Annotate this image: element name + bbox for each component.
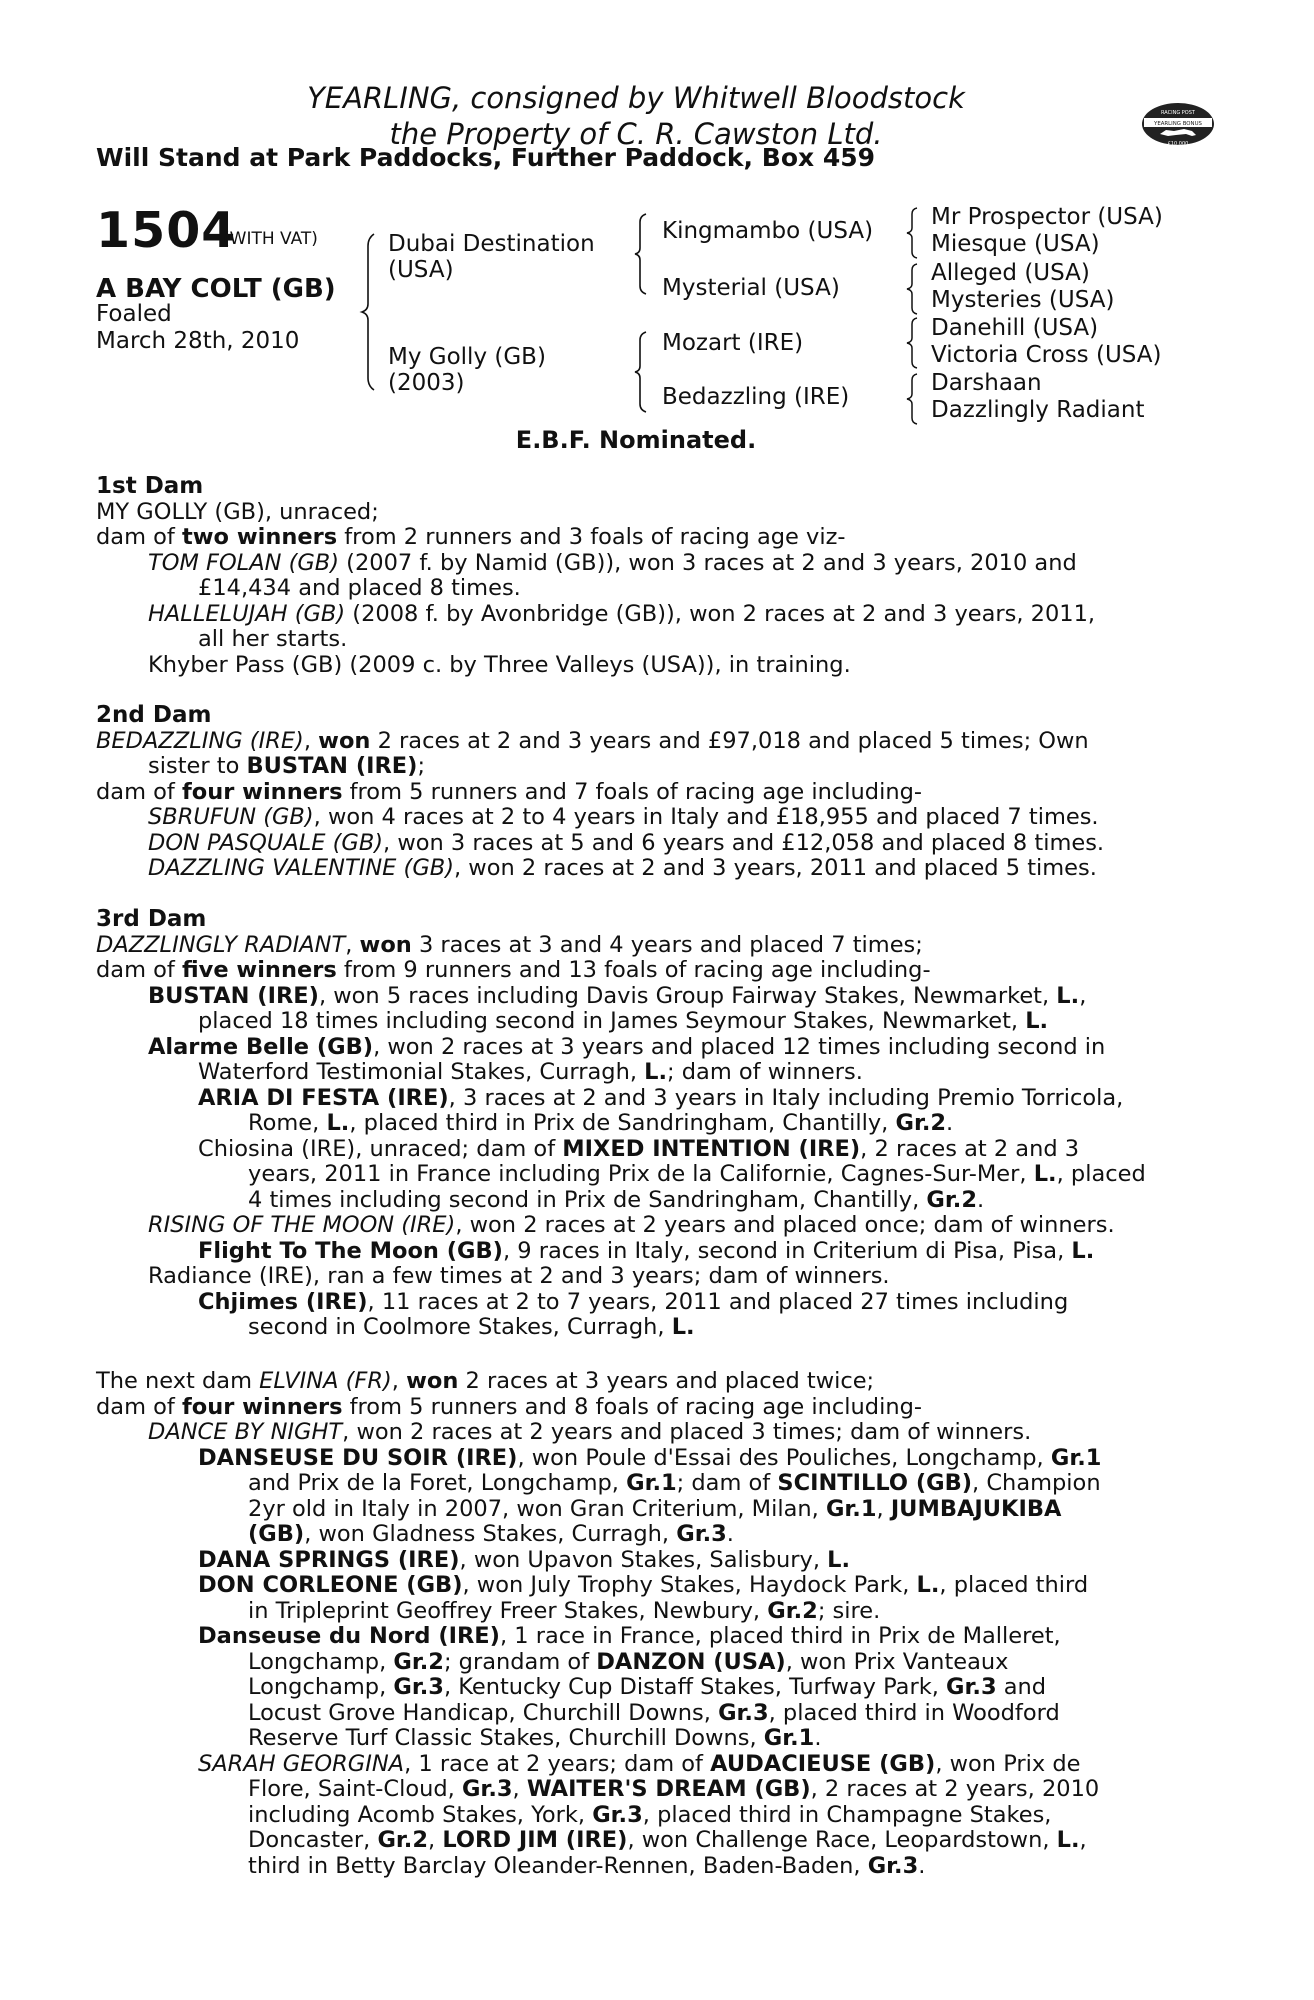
next-dam-line: Reserve Turf Classic Stakes, Churchill Downs, Gr.1. xyxy=(248,1725,822,1751)
third-dam-line: placed 18 times including second in James Seymour Stakes, Newmarket, L. xyxy=(198,1008,1049,1034)
pedigree-bracket-gen1 xyxy=(358,232,382,392)
badge-top-text: RACING POST xyxy=(1161,110,1195,116)
foaled-block xyxy=(96,301,299,355)
next-dam-line: SARAH GEORGINA, 1 race at 2 years; dam of AUDACIEUSE (GB), won Prix de xyxy=(198,1750,1081,1777)
second-dam-line: dam of four winners from 5 runners and 7 foals of racing age including- xyxy=(96,778,922,805)
second-dam-line: BEDAZZLING (IRE), won 2 races at 2 and 3 years and £97,018 and placed 5 times; Own xyxy=(96,727,1089,754)
next-dam-line: Flore, Saint-Cloud, Gr.3, WAITER'S DREAM (GB), 2 races at 2 years, 2010 xyxy=(248,1776,1100,1802)
third-dam-line: Radiance (IRE), ran a few times at 2 and 3 years; dam of winners. xyxy=(148,1263,890,1289)
yearling-bonus-badge xyxy=(1140,100,1216,148)
next-dam-line: DON CORLEONE (GB), won July Trophy Stakes, Haydock Park, L., placed third xyxy=(198,1572,1089,1598)
next-dam-line: and Prix de la Foret, Longchamp, Gr.1; dam of SCINTILLO (GB), Champion xyxy=(248,1470,1101,1496)
second-dam-section xyxy=(96,703,1206,882)
badge-mid-text: YEARLING BONUS xyxy=(1154,121,1202,127)
third-dam-line: Chjimes (IRE), 11 races at 2 to 7 years, 2011 and placed 27 times including xyxy=(198,1288,1069,1315)
pedigree-bracket-bedazzling xyxy=(904,372,922,426)
pedigree-gen3-3: Mysteries (USA) xyxy=(931,287,1115,313)
third-dam-line: dam of five winners from 9 runners and 13 foals of racing age including- xyxy=(96,957,931,983)
first-dam-line: Khyber Pass (GB) (2009 c. by Three Valleys (USA)), in training. xyxy=(148,651,851,678)
third-dam-line: ARIA DI FESTA (IRE), 3 races at 2 and 3 years in Italy including Premio Torricola, xyxy=(198,1084,1124,1111)
second-dam-heading: 2nd Dam xyxy=(96,702,212,728)
first-dam-section xyxy=(96,474,1206,678)
next-dam-section xyxy=(96,1369,1206,1879)
pedigree-bracket-dam xyxy=(632,330,652,414)
third-dam-section xyxy=(96,907,1206,1341)
next-dam-line: Doncaster, Gr.2, LORD JIM (IRE), won Challenge Race, Leopardstown, L., xyxy=(248,1827,1087,1853)
next-dam-line: including Acomb Stakes, York, Gr.3, placed third in Champagne Stakes, xyxy=(248,1801,1052,1828)
third-dam-line: DAZZLINGLY RADIANT, won 3 races at 3 and 4 years and placed 7 times; xyxy=(96,931,923,958)
next-dam-line: DANCE BY NIGHT, won 2 races at 2 years and placed 3 times; dam of winners. xyxy=(148,1419,1032,1445)
first-dam-line: MY GOLLY (GB), unraced; xyxy=(96,498,379,525)
second-dam-line: DON PASQUALE (GB), won 3 races at 5 and 6 years and £12,058 and placed 8 times. xyxy=(148,829,1105,856)
dam-year: (2003) xyxy=(388,370,465,396)
first-dam-heading: 1st Dam xyxy=(96,473,204,499)
pedigree-gen3-4: Danehill (USA) xyxy=(931,315,1099,341)
first-dam-line: TOM FOLAN (GB) (2007 f. by Namid (GB)), won 3 races at 2 and 3 years, 2010 and xyxy=(148,549,1077,576)
pedigree-gen3-5: Victoria Cross (USA) xyxy=(931,342,1162,368)
next-dam-line: dam of four winners from 5 runners and 8 foals of racing age including- xyxy=(96,1393,922,1420)
first-dam-line: dam of two winners from 2 runners and 3 foals of racing age viz- xyxy=(96,524,846,550)
next-dam-line: third in Betty Barclay Oleander-Rennen, Baden-Baden, Gr.3. xyxy=(248,1852,926,1879)
third-dam-line: BUSTAN (IRE), won 5 races including Davis Group Fairway Stakes, Newmarket, L., xyxy=(148,982,1087,1009)
pedigree-bracket-sire xyxy=(632,212,652,296)
sire-country: (USA) xyxy=(388,257,454,283)
pedigree-bracket-kingmambo xyxy=(904,206,922,260)
next-dam-line: Longchamp, Gr.2; grandam of DANZON (USA), won Prix Vanteaux xyxy=(248,1648,1009,1675)
dam-name: My Golly (GB) xyxy=(388,344,546,370)
next-dam-line: (GB), won Gladness Stakes, Curragh, Gr.3. xyxy=(248,1521,734,1547)
pedigree-gen2-0: Kingmambo (USA) xyxy=(662,218,874,244)
next-dam-line: Danseuse du Nord (IRE), 1 race in France, placed third in Prix de Malleret, xyxy=(198,1623,1061,1649)
ebf-nominated: E.B.F. Nominated. xyxy=(515,426,757,454)
pedigree-sire xyxy=(388,231,595,283)
next-dam-line: in Tripleprint Geoffrey Freer Stakes, Newbury, Gr.2; sire. xyxy=(248,1597,881,1624)
third-dam-line: Waterford Testimonial Stakes, Curragh, L.; dam of winners. xyxy=(198,1059,863,1085)
next-dam-line: DANSEUSE DU SOIR (IRE), won Poule d'Essai des Pouliches, Longchamp, Gr.1 xyxy=(198,1444,1102,1471)
pedigree-bracket-mozart xyxy=(904,316,922,370)
sire-name: Dubai Destination xyxy=(388,231,595,257)
badge-amount: £10,000 xyxy=(1167,141,1189,147)
next-dam-line: 2yr old in Italy in 2007, won Gran Criterium, Milan, Gr.1, JUMBAJUKIBA xyxy=(248,1495,1062,1522)
second-dam-line: sister to BUSTAN (IRE); xyxy=(148,753,426,779)
header-stand: Will Stand at Park Paddocks, Further Paddock, Box 459 xyxy=(96,143,876,172)
first-dam-line: HALLELUJAH (GB) (2008 f. by Avonbridge (GB)), won 2 races at 2 and 3 years, 2011, xyxy=(148,600,1096,627)
next-dam-line: Longchamp, Gr.3, Kentucky Cup Distaff Stakes, Turfway Park, Gr.3 and xyxy=(248,1674,1047,1700)
first-dam-line: all her starts. xyxy=(198,626,348,652)
lot-vat-note: (WITH VAT) xyxy=(223,229,318,249)
pedigree-gen3-7: Dazzlingly Radiant xyxy=(931,397,1145,423)
third-dam-line: years, 2011 in France including Prix de la Californie, Cagnes-Sur-Mer, L., placed xyxy=(248,1161,1146,1187)
second-dam-line: SBRUFUN (GB), won 4 races at 2 to 4 years in Italy and £18,955 and placed 7 times. xyxy=(148,804,1099,830)
next-dam-line: DANA SPRINGS (IRE), won Upavon Stakes, Salisbury, L. xyxy=(198,1546,851,1573)
pedigree-gen3-0: Mr Prospector (USA) xyxy=(931,204,1163,230)
pedigree-gen3-1: Miesque (USA) xyxy=(931,231,1100,257)
foaled-label: Foaled xyxy=(96,301,172,327)
third-dam-line: Chiosina (IRE), unraced; dam of MIXED INTENTION (IRE), 2 races at 2 and 3 xyxy=(198,1135,1080,1162)
pedigree-gen2-2: Mozart (IRE) xyxy=(662,330,804,356)
pedigree-dam xyxy=(388,344,546,396)
third-dam-line: Flight To The Moon (GB), 9 races in Italy, second in Criterium di Pisa, Pisa, L. xyxy=(198,1237,1095,1264)
pedigree-gen3-2: Alleged (USA) xyxy=(931,260,1090,286)
lot-number: 1504 xyxy=(96,202,237,259)
third-dam-line: Alarme Belle (GB), won 2 races at 3 years and placed 12 times including second in xyxy=(148,1033,1106,1060)
lot-name: A BAY COLT (GB) xyxy=(96,274,336,304)
next-dam-line: Locust Grove Handicap, Churchill Downs, Gr.3, placed third in Woodford xyxy=(248,1699,1060,1726)
second-dam-line: DAZZLING VALENTINE (GB), won 2 races at 2 and 3 years, 2011 and placed 5 times. xyxy=(148,855,1097,881)
foaled-date: March 28th, 2010 xyxy=(96,328,300,354)
pedigree-bracket-mysterial xyxy=(904,262,922,316)
pedigree-gen2-1: Mysterial (USA) xyxy=(662,275,840,301)
pedigree-gen3-6: Darshaan xyxy=(931,370,1042,396)
third-dam-line: RISING OF THE MOON (IRE), won 2 races at 2 years and placed once; dam of winners. xyxy=(148,1212,1115,1238)
third-dam-heading: 3rd Dam xyxy=(96,906,207,932)
pedigree-gen2-3: Bedazzling (IRE) xyxy=(662,384,850,410)
header-property: the Property of C. R. Cawston Ltd. xyxy=(389,117,883,151)
third-dam-line: second in Coolmore Stakes, Curragh, L. xyxy=(248,1314,695,1340)
first-dam-line: £14,434 and placed 8 times. xyxy=(198,575,521,601)
header-consigned: YEARLING, consigned by Whitwell Bloodstock xyxy=(307,81,965,115)
third-dam-line: 4 times including second in Prix de Sandringham, Chantilly, Gr.2. xyxy=(248,1186,985,1213)
next-dam-line: The next dam ELVINA (FR), won 2 races at 3 years and placed twice; xyxy=(96,1368,875,1394)
third-dam-line: Rome, L., placed third in Prix de Sandringham, Chantilly, Gr.2. xyxy=(248,1110,954,1136)
